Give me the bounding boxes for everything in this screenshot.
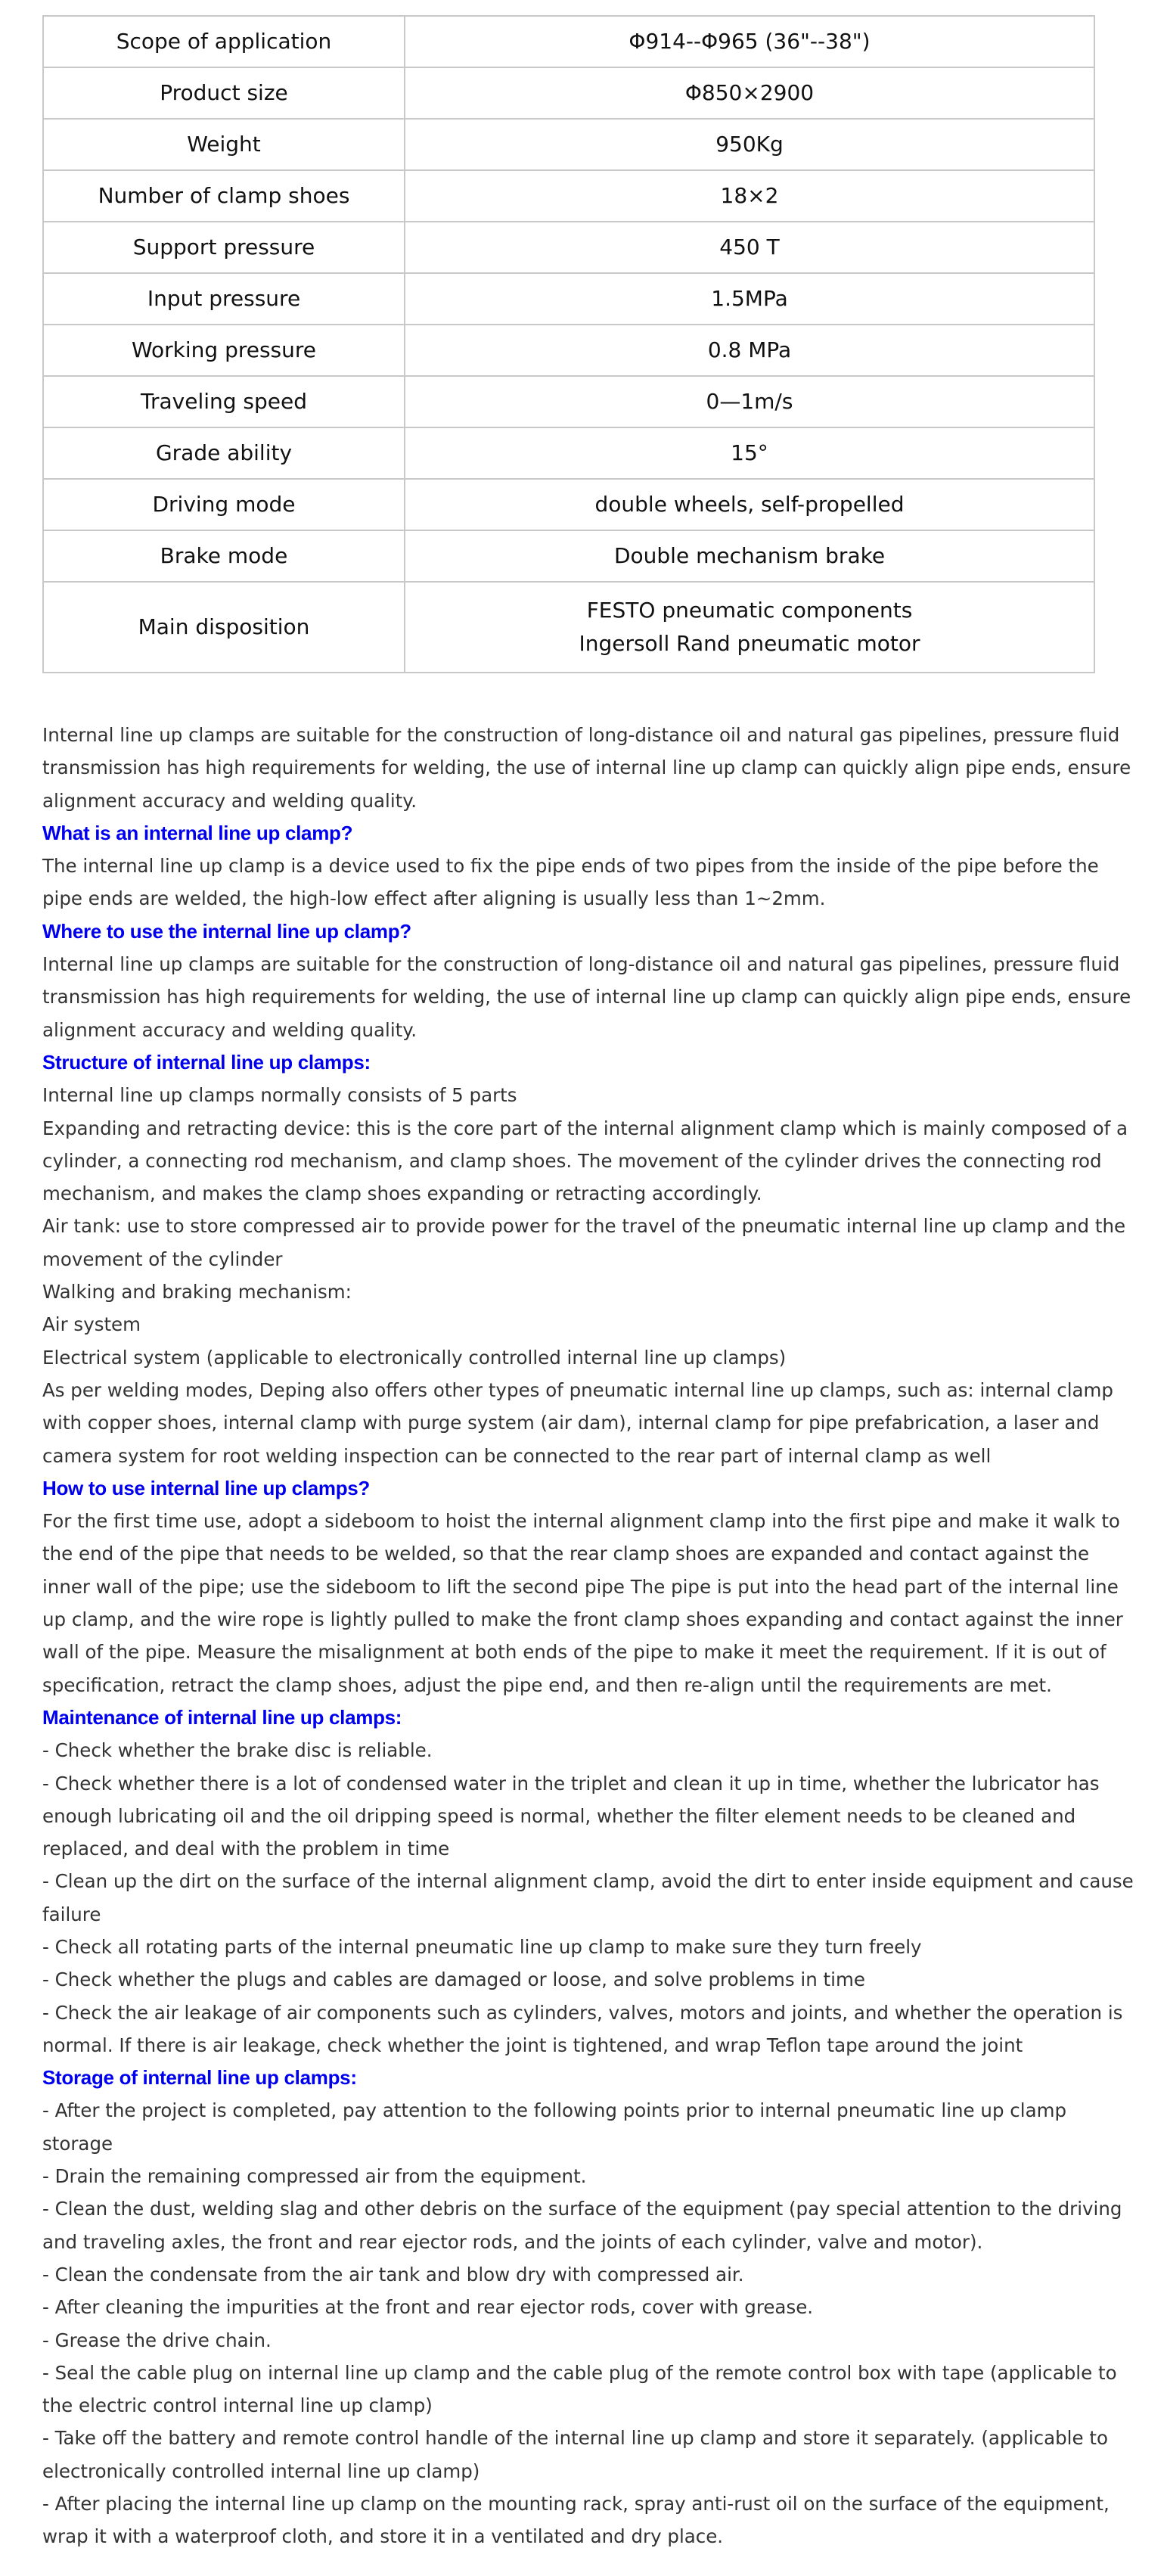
spec-label: Input pressure xyxy=(43,273,405,325)
spec-value: 450 T xyxy=(405,222,1094,273)
spec-value: 0.8 MPa xyxy=(405,325,1094,376)
storage-line: - Take off the battery and remote control handle of the internal line up clamp and store it separately. (applicable to electronically controlled internal line up clamp) xyxy=(42,2427,1108,2482)
storage-line: - After placing the internal line up clamp on the mounting rack, spray anti-rust oil on the surface of the equipment, wrap it with a waterproof cloth, and store it in a ventilated and dry place. xyxy=(42,2493,1110,2548)
spec-label: Scope of application xyxy=(43,16,405,67)
storage-line: - Seal the cable plug on internal line up clamp and the cable plug of the remote control box with tape (applicable to the electric control internal line up clamp) xyxy=(42,2361,1117,2417)
spec-label: Traveling speed xyxy=(43,376,405,427)
spec-label: Driving mode xyxy=(43,479,405,530)
structure-line: Air tank: use to store compressed air to provide power for the travel of the pneumatic internal line up clamp and the movement of the cylinder xyxy=(42,1215,1126,1270)
spec-value: Φ850×2900 xyxy=(405,67,1094,119)
table-row xyxy=(43,273,1094,325)
table-row xyxy=(43,16,1094,67)
spec-label: Weight xyxy=(43,119,405,170)
paragraph-where: Internal line up clamps are suitable for the construction of long-distance oil and natural gas pipelines, pressure fluid transmission has high requirements for welding, the use of internal line up clamp can quickly align pipe ends, ensure alignment accuracy and welding quality. xyxy=(42,953,1131,1041)
structure-line: Walking and braking mechanism: xyxy=(42,1281,352,1304)
heading-how: How to use internal line up clamps? xyxy=(42,1476,371,1499)
storage-line: - Grease the drive chain. xyxy=(42,2329,272,2351)
maintenance-line: - Check whether the brake disc is reliable. xyxy=(42,1739,433,1762)
spec-value: 950Kg xyxy=(405,119,1094,170)
table-row xyxy=(43,582,1094,673)
maintenance-line: - Check whether there is a lot of condensed water in the triplet and clean it up in time, whether the lubricator has enough lubricating oil and the oil dripping speed is normal, whether the filter element needs to be cleaned and replaced, and deal with the problem in time xyxy=(42,1772,1100,1860)
maintenance-line: - Check the air leakage of air components such as cylinders, valves, motors and joints, and whether the operation is normal. If there is air leakage, check whether the joint is tightened, and wrap Teflon tape around the joint xyxy=(42,2001,1123,2056)
spec-label: Number of clamp shoes xyxy=(43,170,405,222)
table-row xyxy=(43,119,1094,170)
storage-line: - After the project is completed, pay attention to the following points prior to internal pneumatic line up clamp storage xyxy=(42,2099,1066,2155)
intro-paragraph: Internal line up clamps are suitable for the construction of long-distance oil and natural gas pipelines, pressure fluid transmission has high requirements for welding, the use of internal line up clamp can quickly align pipe ends, ensure alignment accuracy and welding quality. xyxy=(42,724,1131,812)
spec-label: Working pressure xyxy=(43,325,405,376)
spec-value: 18×2 xyxy=(405,170,1094,222)
heading-what: What is an internal line up clamp? xyxy=(42,821,353,844)
structure-line: Expanding and retracting device: this is the core part of the internal alignment clamp which is mainly composed of a cylinder, a connecting rod mechanism, and clamp shoes. The movement of the cylinder drives the connecting rod mechanism, and makes the clamp shoes expanding or retracting accordingly. xyxy=(42,1117,1128,1205)
table-row xyxy=(43,170,1094,222)
paragraph-how: For the first time use, adopt a sideboom to hoist the internal alignment clamp into the first pipe and make it walk to the end of the pipe that needs to be welded, so that the rear clamp shoes are expanded and contact against the inner wall of the pipe; use the sideboom to lift the second pipe The pipe is put into the head part of the internal line up clamp, and the wire rope is lightly pulled to make the front clamp shoes expanding and contact against the inner wall of the pipe. Measure the misalignment at both ends of the pipe to make it meet the requirement. If it is out of specification, retract the clamp shoes, adjust the pipe end, and then re-align until the requirements are met. xyxy=(42,1510,1123,1696)
spec-value: double wheels, self-propelled xyxy=(405,479,1094,530)
table-row xyxy=(43,325,1094,376)
spec-value: 0—1m/s xyxy=(405,376,1094,427)
heading-structure: Structure of internal line up clamps: xyxy=(42,1050,371,1074)
spec-value-line: FESTO pneumatic components xyxy=(586,598,913,623)
table-row xyxy=(43,67,1094,119)
article-body xyxy=(42,719,1139,2553)
maintenance-line: - Clean up the dirt on the surface of the internal alignment clamp, avoid the dirt to enter inside equipment and cause failure xyxy=(42,1870,1134,1925)
spec-value: 15° xyxy=(405,427,1094,479)
heading-storage: Storage of internal line up clamps: xyxy=(42,2066,357,2090)
storage-line: - Clean the condensate from the air tank and blow dry with compressed air. xyxy=(42,2263,744,2285)
paragraph-what: The internal line up clamp is a device used to fix the pipe ends of two pipes from the inside of the pipe before the pipe ends are welded, the high-low effect after aligning is usually less than 1~2mm. xyxy=(42,855,1099,910)
spec-label: Main disposition xyxy=(43,582,405,673)
maintenance-line: - Check all rotating parts of the internal pneumatic line up clamp to make sure they turn freely xyxy=(42,1935,922,1958)
storage-line: - After cleaning the impurities at the front and rear ejector rods, cover with grease. xyxy=(42,2296,814,2319)
table-row xyxy=(43,530,1094,582)
spec-value xyxy=(405,582,1094,673)
table-row xyxy=(43,376,1094,427)
structure-line: As per welding modes, Deping also offers other types of pneumatic internal line up clamps, such as: internal clamp with copper shoes, internal clamp with purge system (air dam), internal clamp for pipe prefabrication, a laser and camera system for root welding inspection can be connected to the rear part of internal clamp as well xyxy=(42,1378,1113,1467)
spec-table xyxy=(42,15,1095,673)
maintenance-line: - Check whether the plugs and cables are damaged or loose, and solve problems in time xyxy=(42,1969,865,1991)
spec-value: Double mechanism brake xyxy=(405,530,1094,582)
table-row xyxy=(43,427,1094,479)
spec-label: Brake mode xyxy=(43,530,405,582)
structure-line: Air system xyxy=(42,1313,141,1336)
storage-line: - Clean the dust, welding slag and other debris on the surface of the equipment (pay special attention to the driving and traveling axles, the front and rear ejector rods, and the joints of each cylinder, valve and motor). xyxy=(42,2198,1122,2253)
heading-where: Where to use the internal line up clamp? xyxy=(42,919,411,943)
table-row xyxy=(43,479,1094,530)
table-row xyxy=(43,222,1094,273)
spec-label: Support pressure xyxy=(43,222,405,273)
heading-maintenance: Maintenance of internal line up clamps: xyxy=(42,1705,402,1729)
spec-value-line: Ingersoll Rand pneumatic motor xyxy=(579,631,920,656)
structure-line: Internal line up clamps normally consists of 5 parts xyxy=(42,1084,517,1107)
storage-line: - Drain the remaining compressed air from the equipment. xyxy=(42,2165,587,2188)
spec-value: 1.5MPa xyxy=(405,273,1094,325)
structure-line: Electrical system (applicable to electronically controlled internal line up clamps) xyxy=(42,1346,787,1369)
spec-label: Grade ability xyxy=(43,427,405,479)
spec-label: Product size xyxy=(43,67,405,119)
spec-value: Φ914--Φ965 (36"--38") xyxy=(405,16,1094,67)
